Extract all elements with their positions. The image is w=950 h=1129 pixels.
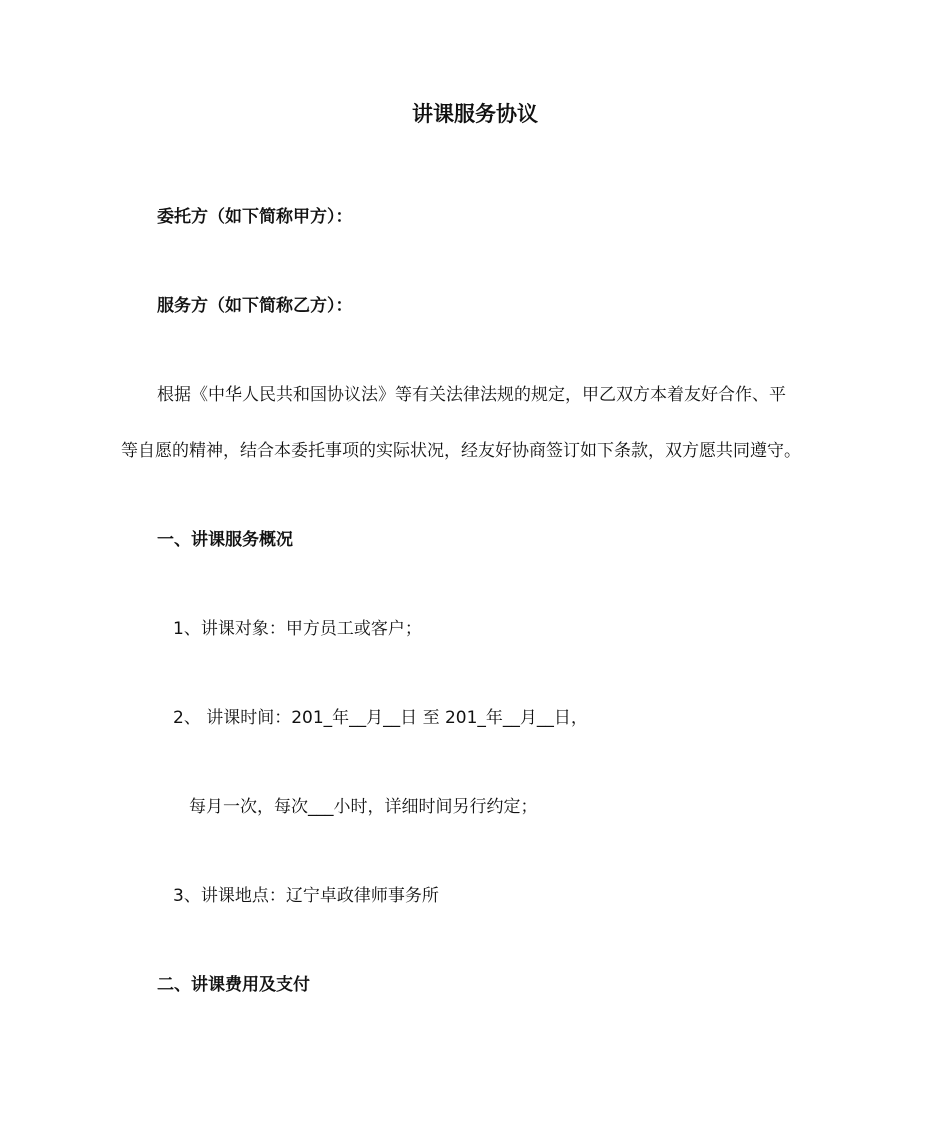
- intro-paragraph-line-1: 根据《中华人民共和国协议法》等有关法律法规的规定，甲乙双方本着友好合作、平: [157, 385, 786, 405]
- client-label: 委托方（如下简称甲方）：: [157, 207, 353, 227]
- section-2-heading: 二、讲课费用及支付: [157, 975, 310, 995]
- section-1-item-2: 2、 讲课时间：201_年__月__日 至 201_年__月__日，: [173, 708, 588, 728]
- section-1-heading: 一、讲课服务概况: [157, 530, 293, 550]
- section-1-item-1: 1、讲课对象：甲方员工或客户；: [173, 619, 422, 639]
- intro-paragraph-line-2: 等自愿的精神，结合本委托事项的实际状况，经友好协商签订如下条款，双方愿共同遵守。: [121, 441, 801, 461]
- document-title: 讲课服务协议: [412, 102, 538, 126]
- section-1-item-2-continued: 每月一次，每次___小时，详细时间另行约定；: [189, 797, 538, 817]
- section-1-item-3: 3、讲课地点：辽宁卓政律师事务所: [173, 886, 439, 906]
- provider-label: 服务方（如下简称乙方）：: [157, 296, 353, 316]
